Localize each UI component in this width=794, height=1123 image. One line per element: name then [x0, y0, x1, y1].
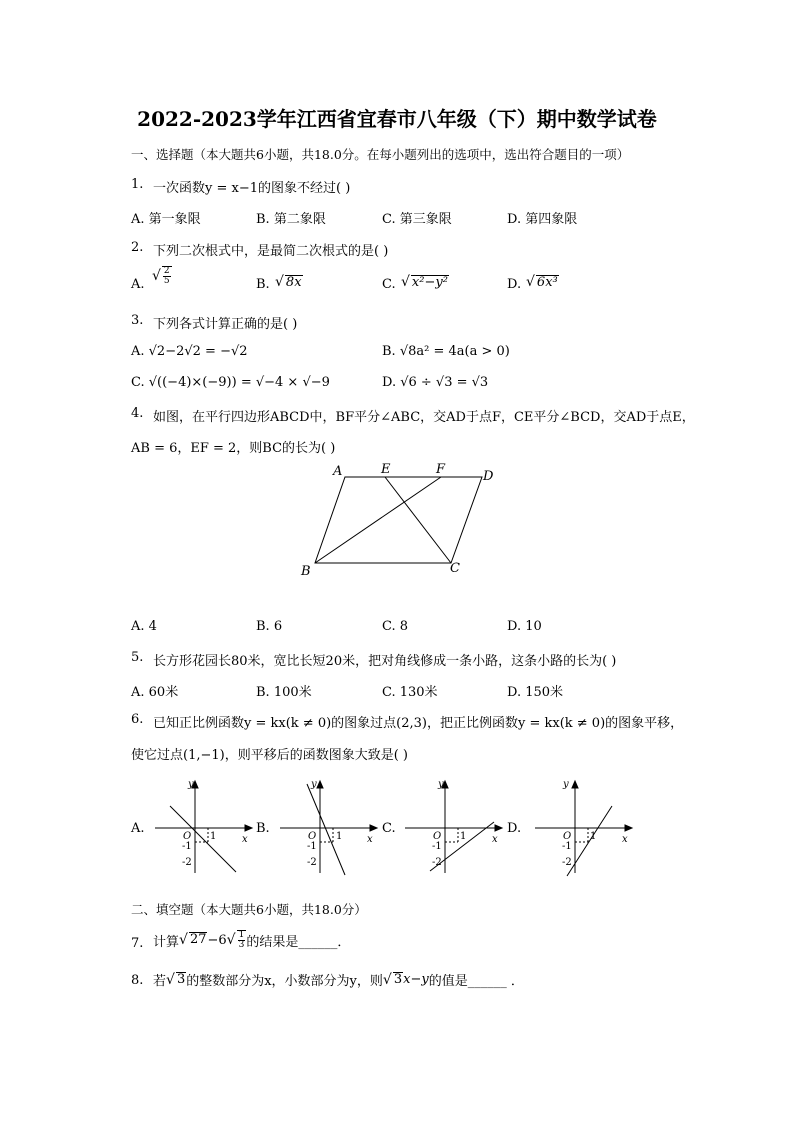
graph-b	[275, 776, 380, 880]
graph-b-tick-m1: -1	[307, 841, 317, 852]
q7-number: 7.	[131, 936, 144, 951]
q8-number: 8.	[131, 973, 144, 988]
graph-c-tick-m2: -2	[432, 857, 442, 868]
label-f: F	[436, 462, 446, 477]
q8-post: 的值是______ ．	[428, 974, 524, 989]
graph-d-tick-m2: -2	[562, 857, 572, 868]
segment-ce	[385, 477, 451, 563]
page-title: 2022-2023学年江西省宜春市八年级（下）期中数学试卷	[137, 107, 657, 131]
parallelogram-abcd	[315, 477, 482, 563]
q1-option-c: C. 第三象限	[382, 212, 452, 227]
q3-option-a: A. √2−2√2 = −√2	[131, 344, 248, 359]
graph-c	[400, 776, 505, 880]
graph-c-tick-m1: -1	[432, 841, 442, 852]
q3-number: 3.	[131, 313, 144, 328]
q2-expr-d-text: 6x³	[536, 275, 558, 290]
q5-option-c: C. 130米	[382, 685, 438, 700]
q4-text-line2: AB = 6，EF = 2，则BC的长为( )	[131, 441, 336, 456]
q3-option-c: C. √((−4)×(−9)) = √−4 × √−9	[131, 375, 330, 390]
q5-option-a: A. 60米	[131, 685, 179, 700]
graph-b-y-label: y	[311, 779, 317, 790]
q5-option-b: B. 100米	[256, 685, 312, 700]
q6-option-d: D.	[507, 821, 522, 836]
q7-pre: 计算	[153, 934, 180, 950]
q2-option-b: B.	[256, 277, 270, 292]
q6-option-b: B.	[256, 821, 270, 836]
q1-option-b: B. 第二象限	[256, 212, 326, 227]
graph-d-origin: O	[563, 831, 572, 842]
q3-option-b: B. √8a² = 4a(a > 0)	[382, 344, 510, 359]
q1-option-a: A. 第一象限	[131, 212, 201, 227]
q6-number: 6.	[131, 712, 144, 727]
q3-text: 下列各式计算正确的是( )	[153, 317, 298, 332]
graph-b-origin: O	[308, 831, 317, 842]
graph-d-tick-m1: -1	[562, 841, 572, 852]
label-d: D	[483, 469, 494, 484]
graph-a-line	[170, 806, 236, 872]
q4-option-c: C. 8	[382, 619, 409, 634]
q1-number: 1.	[131, 177, 144, 192]
graph-c-tick-1: 1	[460, 831, 467, 842]
q2-option-a: A.	[131, 277, 145, 292]
q2-expr-a: √ $\frac{2}{5}$	[152, 266, 170, 286]
q5-text: 长方形花园长80米，宽比长短20米，把对角线修成一条小路，这条小路的长为( )	[153, 654, 617, 669]
q2-expr-c: √ x²−y²	[401, 274, 448, 290]
q2-expr-d: √ 6x³	[526, 274, 558, 290]
q8-line: 若 √ 3 的整数部分为x，小数部分为y，则 √ 3 x−y 的值是______ ．	[153, 971, 524, 989]
q6-text-line2: 使它过点(1,−1)，则平移后的函数图象大致是( )	[131, 748, 408, 763]
graph-d-y-label: y	[563, 779, 569, 790]
graph-b-x-label: x	[367, 834, 373, 845]
q1-option-d: D. 第四象限	[507, 212, 578, 227]
graph-d-tick-1: 1	[590, 831, 597, 842]
section-2-heading: 二、填空题（本大题共6小题，共18.0分）	[131, 902, 367, 917]
q1-text: 一次函数y = x−1的图象不经过( )	[153, 181, 351, 196]
q2-number: 2.	[131, 240, 144, 255]
q4-option-b: B. 6	[256, 619, 283, 634]
section-1-heading: 一、选择题（本大题共6小题，共18.0分。在每小题列出的选项中，选出符合题目的一项）	[131, 147, 630, 162]
q2-expr-b: √ 8x	[275, 274, 302, 290]
q6-option-a: A.	[131, 821, 145, 836]
graph-c-origin: O	[433, 831, 442, 842]
graph-c-y-label: y	[438, 779, 444, 790]
graph-a-origin: O	[183, 831, 192, 842]
q4-text-line1: 如图，在平行四边形ABCD中，BF平分∠ABC，交AD于点F，CE平分∠BCD，交AD于点E，	[153, 410, 695, 425]
q4-option-d: D. 10	[507, 619, 542, 634]
q6-option-c: C.	[382, 821, 396, 836]
label-a: A	[333, 464, 343, 479]
q2-expr-b-text: 8x	[285, 275, 302, 290]
graph-a-tick-m2: -2	[182, 857, 192, 868]
q5-option-d: D. 150米	[507, 685, 564, 700]
graph-a-tick-1: 1	[210, 831, 217, 842]
graph-d	[530, 776, 635, 880]
graph-b-tick-m2: -2	[307, 857, 317, 868]
q8-pre: 若	[153, 974, 167, 989]
q4-number: 4.	[131, 406, 144, 421]
graph-d-x-label: x	[622, 834, 628, 845]
label-e: E	[381, 462, 391, 477]
graph-a-y-label: y	[188, 779, 194, 790]
label-c: C	[450, 561, 460, 576]
graph-c-x-label: x	[492, 834, 498, 845]
q4-option-a: A. 4	[131, 619, 157, 634]
q2-text: 下列二次根式中，是最简二次根式的是( )	[153, 244, 389, 259]
q5-number: 5.	[131, 650, 144, 665]
graph-a	[150, 776, 255, 880]
q2-option-d: D.	[507, 277, 522, 292]
q2-expr-c-text: x²−y²	[411, 275, 448, 290]
q3-option-d: D. √6 ÷ √3 = √3	[382, 375, 489, 390]
q2-option-c: C.	[382, 277, 396, 292]
q7-line: 计算 √ 27 −6 √ $\frac{1}{3}$ 的结果是______．	[153, 930, 351, 950]
label-b: B	[301, 564, 311, 579]
graph-a-tick-m1: -1	[182, 841, 192, 852]
parallelogram-figure	[295, 458, 505, 583]
q8-mid: 的整数部分为x，小数部分为y，则	[186, 974, 383, 989]
q7-post: 的结果是______．	[246, 934, 351, 950]
graph-a-x-label: x	[242, 834, 248, 845]
segment-bf	[315, 477, 441, 563]
graph-b-tick-1: 1	[336, 831, 343, 842]
q6-text-line1: 已知正比例函数y = kx(k ≠ 0)的图象过点(2,3)，把正比例函数y = kx(k ≠ 0)的图象平移，	[153, 716, 684, 731]
